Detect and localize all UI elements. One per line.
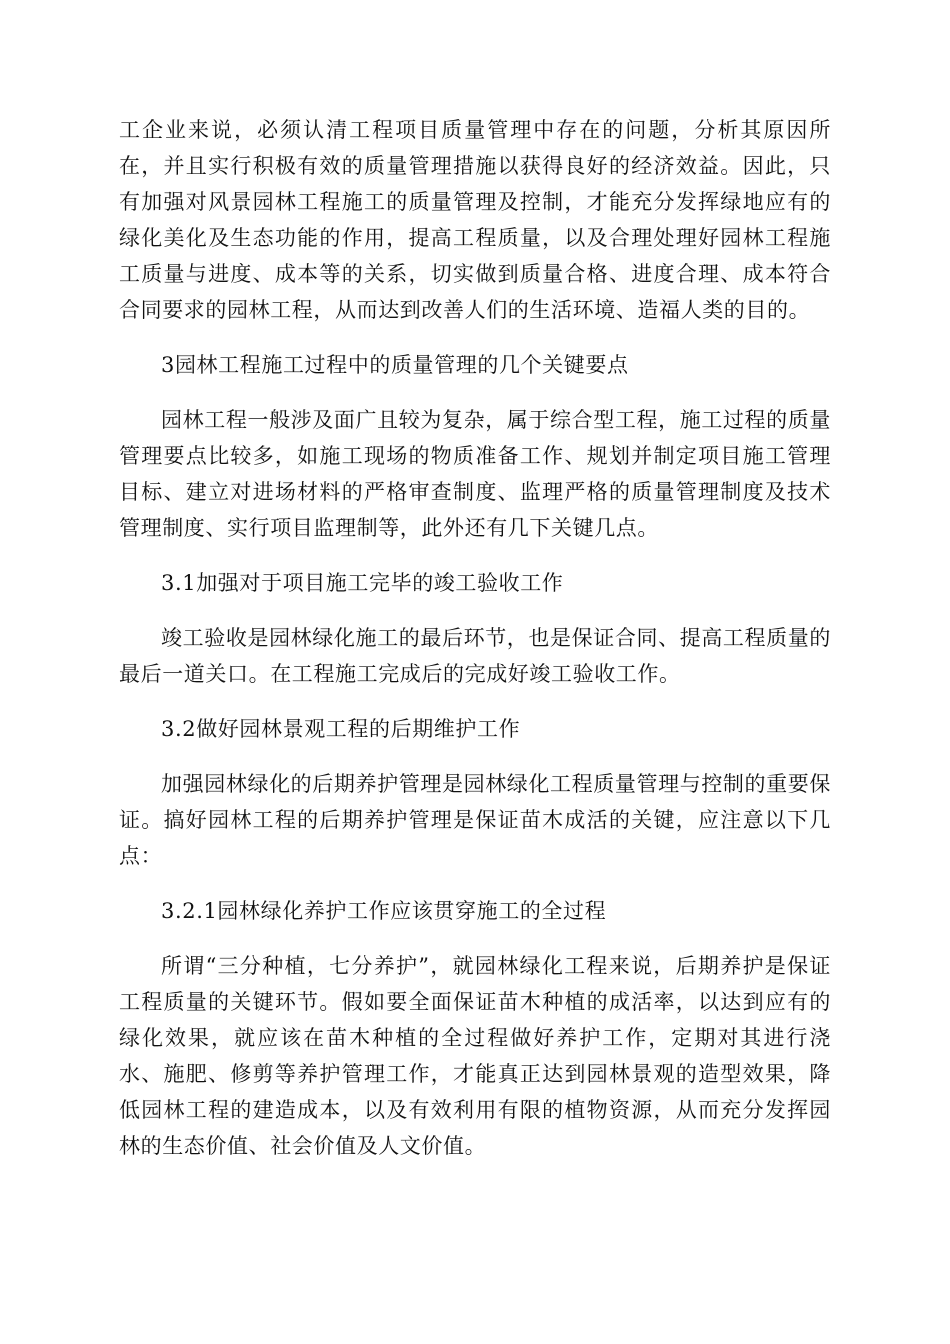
paragraph-section-3-1: 竣工验收是园林绿化施工的最后环节，也是保证合同、提高工程质量的最后一道关口。在工程施工完成后的完成好竣工验收工作。 (119, 626, 831, 686)
section-heading-3-1: 3.1加强对于项目施工完毕的竣工验收工作 (161, 571, 564, 595)
section-heading-3-2: 3.2做好园林景观工程的后期维护工作 (161, 717, 521, 741)
paragraph-section-3-2-1: 所谓“三分种植，七分养护”，就园林绿化工程来说，后期养护是保证工程质量的关键环节。假如要全面保证苗木种植的成活率，以达到应有的绿化效果，就应该在苗木种植的全过程做好养护工作，定期对其进行浇水、施肥、修剪等养护管理工作，才能真正达到园林景观的造型效果，降低园林工程的建造成本，以及有效利用有限的植物资源，从而充分发挥园林的生态价值、社会价值及人文价值。 (119, 954, 831, 1158)
paragraph-section-3: 园林工程一般涉及面广且较为复杂，属于综合型工程，施工过程的质量管理要点比较多，如施工现场的物质准备工作、规划并制定项目施工管理目标、建立对进场材料的严格审查制度、监理严格的质量管理制度及技术管理制度、实行项目监理制等，此外还有几下关键几点。 (119, 408, 831, 540)
document-body (119, 112, 831, 1183)
paragraph-section-3-2: 加强园林绿化的后期养护管理是园林绿化工程质量管理与控制的重要保证。搞好园林工程的后期养护管理是保证苗木成活的关键，应注意以下几点： (119, 772, 831, 868)
paragraph-intro-continued: 工企业来说，必须认清工程项目质量管理中存在的问题，分析其原因所在，并且实行积极有效的质量管理措施以获得良好的经济效益。因此，只有加强对风景园林工程施工的质量管理及控制，才能充分发挥绿地应有的绿化美化及生态功能的作用，提高工程质量，以及合理处理好园林工程施工质量与进度、成本等的关系，切实做到质量合格、进度合理、成本符合合同要求的园林工程，从而达到改善人们的生活环境、造福人类的目的。 (119, 118, 831, 322)
section-heading-3-2-1: 3.2.1园林绿化养护工作应该贯穿施工的全过程 (161, 899, 607, 923)
section-heading-3: 3园林工程施工过程中的质量管理的几个关键要点 (161, 353, 629, 377)
